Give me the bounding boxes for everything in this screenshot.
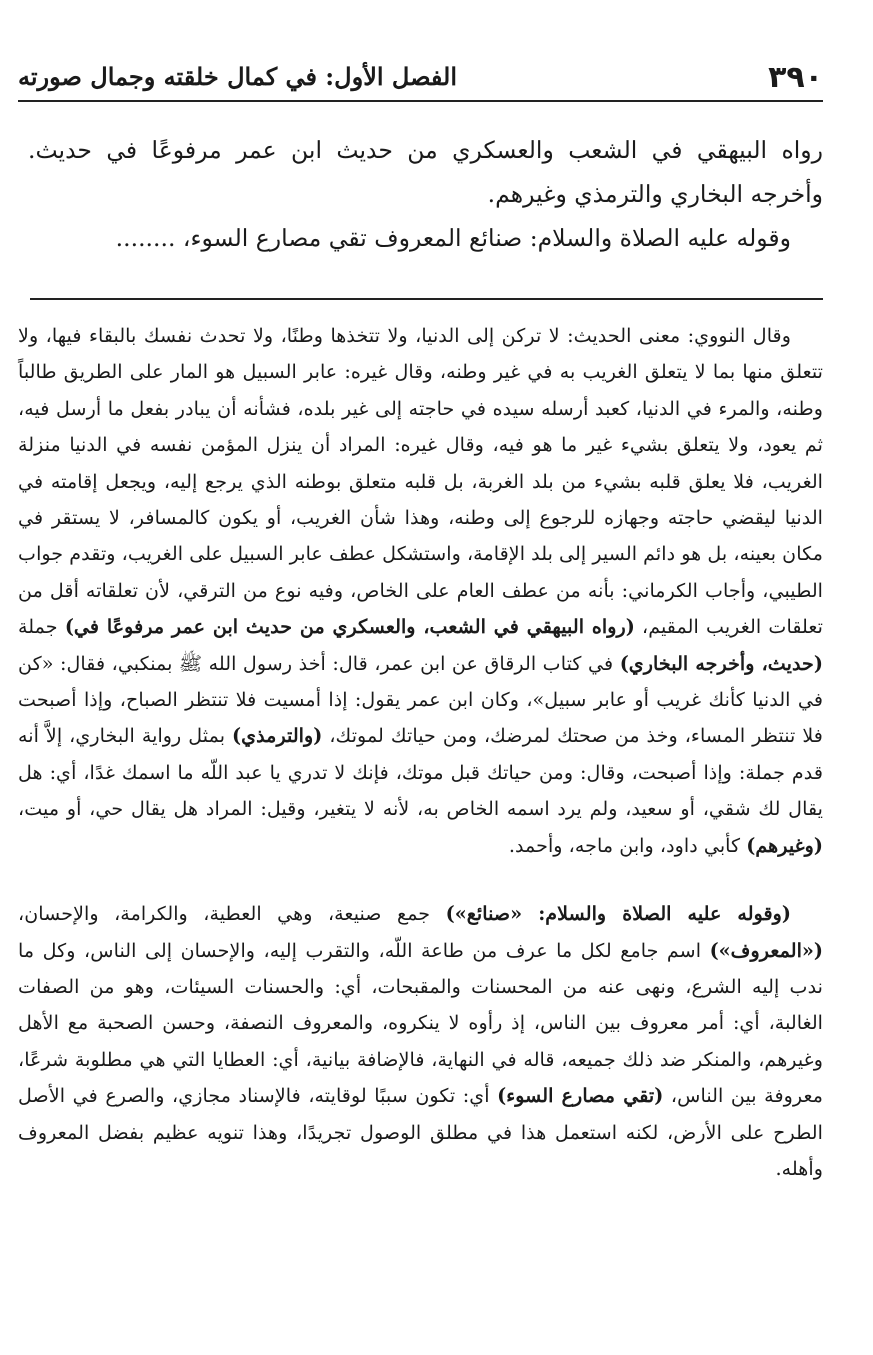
page-header: [18, 52, 823, 102]
main-text: [28, 128, 823, 260]
commentary-paragraph: [18, 318, 823, 864]
commentary-text-segment: بمثل رواية البخاري، إلاَّ أنه قدم جملة: وإذا أصبحت، وقال: ومن حياتك قبل موتك، فإنك لا تدري يا عبد اللّه ما اسمك غدًا، أي: هل يقال لك شقي، أو سعيد، ولم يرد اسمه الخاص به، لأنه لا يتغير، وقيل: المراد هل يقال حي، أو ميت،: [18, 724, 823, 821]
quoted-text-segment: (رواه البيهقي في الشعب، والعسكري من حديث ابن عمر مرفوعًا في): [64, 615, 635, 639]
quoted-text-segment: (وغيرهم): [746, 833, 823, 857]
commentary-text: [18, 318, 823, 1187]
commentary-text-segment: في كتاب الرقاق عن ابن عمر، قال: أخذ رسول الله ﷺ بمنكبي، فقال: «كن في الدنيا كأنك غريب أو عابر سبيل»، وكان ابن عمر يقول: إذا أمسيت فلا تنتظر الصباح، وإذا أصبحت فلا تنتظر المساء، وخذ من صحتك لمرضك، ومن حياتك لموتك،: [18, 651, 823, 748]
commentary-text-segment: جمع صنيعة، وهي العطية، والكرامة، والإحسان،: [18, 902, 446, 926]
main-text-paragraph: وقوله عليه الصلاة والسلام: صنائع المعروف تقي مصارع السوء، ........: [115, 224, 791, 252]
main-text-paragraph: رواه البيهقي في الشعب والعسكري من حديث ابن عمر مرفوعًا في حديث. وأخرجه البخاري والترمذي وغيرهم.: [28, 136, 823, 208]
section-divider: [30, 298, 823, 300]
commentary-text-segment: اسم جامع لكل ما عرف من طاعة اللّه، والتقرب إليه، والإحسان إلى الناس، وكل ما ندب إليه الشرع، ونهى عنه من المحسنات والمقبحات، أي: والحسنات السيئات، وهو من الصفات الغالبة، أي: أمر معروف بين الناس، إذ رأوه لا ينكروه، والمعروف النصفة، وحسن الصحبة مع الأهل وغيرهم، والمنكر ضد ذلك جميعه، قاله في النهاية، فالإضافة بيانية، أي: العطايا التي هي مطلوبة شرعًا، معروفة بين الناس،: [18, 938, 824, 1108]
chapter-title: الفصل الأول: في كمال خلقته وجمال صورته: [18, 62, 458, 91]
page-number: ٣٩٠: [768, 60, 823, 95]
commentary-text-segment: وقال النووي: معنى الحديث: لا تركن إلى الدنيا، ولا تتخذها وطنًا، ولا تحدث نفسك بالبقاء فيها، ولا تتعلق منها بما لا يتعلق الغريب به في غير وطنه، وقال غيره: عابر السبيل هو المار على الطريق طالباً وطنه، والمرء في الدنيا، كعبد أرسله سيده في حاجته إلى غير بلده، فشأنه أن يبادر بفعل ما أرسل فيه، ثم يعود، ولا يتعلق بشيء غير ما هو فيه، وقال غيره: المراد أن ينزل المؤمن نفسه في الدنيا منزلة الغريب، فلا يعلق قلبه بشيء من بلد الغربة، بل قلبه متعلق بوطنه الذي يرجع إليه، ويجعل إقامته في الدنيا ليقضي حاجته وجهازه للرجوع إلى وطنه، وهذا شأن الغريب، أو يكون كالمسافر، لا يستقر في مكان بعينه، بل هو دائم السير إلى بلد الإقامة، واستشكل عطف عابر السبيل على الغريب، وتقدم جواب الطيبي، وأجاب الكرماني: بأنه من عطف العام على الخاص، وفيه نوع من الترقي، لأن تعلقاته أقل من تعلقات الغريب المقيم،: [18, 324, 823, 639]
commentary-text-segment: جملة: [18, 615, 65, 639]
quoted-text-segment: (والترمذي): [232, 724, 323, 748]
quoted-text-segment: (حديث، وأخرجه البخاري): [619, 651, 823, 675]
quoted-text-segment: (وقوله عليه الصلاة والسلام: «صنائع»): [445, 902, 791, 926]
commentary-paragraph: [18, 896, 823, 1187]
quoted-text-segment: («المعروف»): [709, 938, 823, 962]
commentary-text-segment: كأبي داود، وابن ماجه، وأحمد.: [508, 833, 747, 857]
quoted-text-segment: (تقي مصارع السوء): [497, 1084, 664, 1108]
commentary-text-segment: أي: تكون سببًا لوقايته، فالإسناد مجازي، والصرع في الأصل الطرح على الأرض، لكنه استعمل هذا في مطلق الوصول تجريدًا، وهذا تنويه عظيم بفضل المعروف وأهله.: [18, 1084, 823, 1180]
